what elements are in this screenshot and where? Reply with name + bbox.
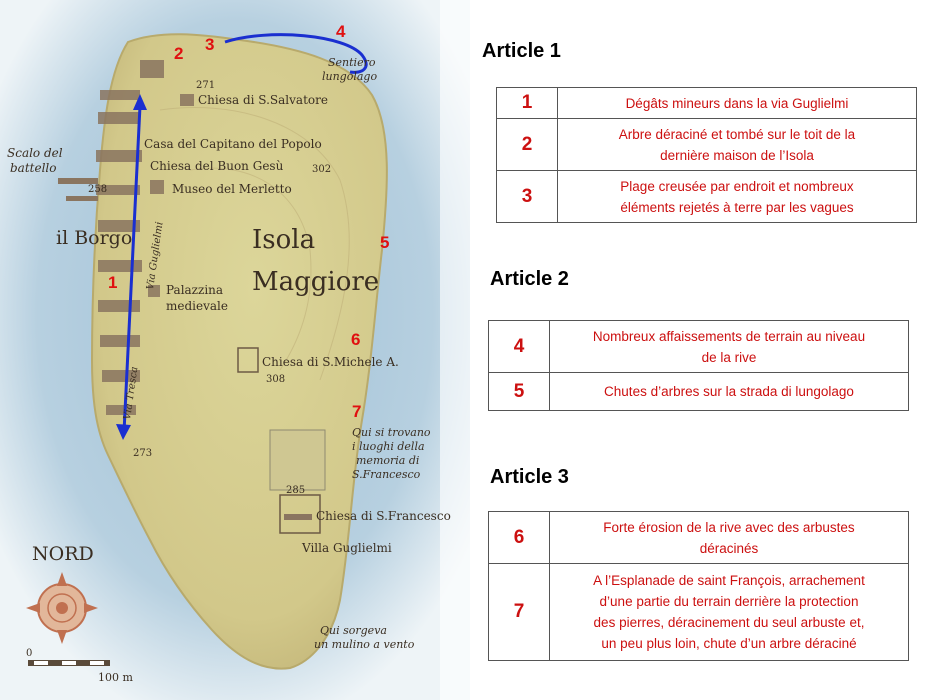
label-mulino-2: un mulino a vento <box>314 638 415 651</box>
map-marker-7: 7 <box>352 402 362 421</box>
row-text: Arbre déraciné et tombé sur le toit de la dernière maison de l’Isola <box>558 119 917 171</box>
row-text: Dégâts mineurs dans la via Guglielmi <box>558 88 917 119</box>
scale-100m: 100 m <box>98 671 133 684</box>
label-chiesa-michele: Chiesa di S.Michele A. <box>262 355 399 369</box>
scale-zero: 0 <box>26 648 33 659</box>
label-villa-guglielmi: Villa Guglielmi <box>302 541 392 555</box>
article-1-title: Article 1 <box>482 40 561 62</box>
elevation-label: 308 <box>266 374 286 385</box>
label-casa-capitano: Casa del Capitano del Popolo <box>144 137 322 151</box>
label-palazzina-1: Palazzina <box>166 283 224 297</box>
row-text: Forte érosion de la rive avec des arbustes déracinés <box>550 512 909 564</box>
map-marker-4: 4 <box>336 22 346 41</box>
table-row <box>489 321 909 373</box>
table-row <box>489 373 909 411</box>
label-il-borgo: il Borgo <box>56 227 133 249</box>
label-scalo-1: Scalo del <box>7 146 63 160</box>
label-palazzina-2: medievale <box>166 299 228 313</box>
row-number: 5 <box>489 373 550 411</box>
label-luoghi-4: S.Francesco <box>352 468 421 481</box>
label-chiesa-salvatore: Chiesa di S.Salvatore <box>198 93 328 107</box>
row-text: Chutes d’arbres sur la strada di lungolago <box>550 373 909 411</box>
map-marker-1: 1 <box>108 273 118 292</box>
article-2-table <box>488 320 909 411</box>
row-number: 6 <box>489 512 550 564</box>
label-via-guglielmi: Via Guglielmi <box>145 221 166 291</box>
label-museo: Museo del Merletto <box>172 182 292 196</box>
article-3-title: Article 3 <box>490 466 569 488</box>
row-number: 4 <box>489 321 550 373</box>
elevation-label: 285 <box>286 485 306 496</box>
article-2-title: Article 2 <box>490 268 569 290</box>
elevation-label: 273 <box>133 448 153 459</box>
map-marker-5: 5 <box>380 233 390 252</box>
table-row <box>497 171 917 223</box>
table-row <box>497 119 917 171</box>
label-chiesa-francesco: Chiesa di S.Francesco <box>316 509 451 523</box>
map-marker-2: 2 <box>174 44 184 63</box>
elevation-label: 258 <box>88 184 108 195</box>
article-1-table <box>496 87 917 223</box>
table-row <box>489 512 909 564</box>
label-luoghi-3: memoria di <box>356 454 420 467</box>
row-number: 2 <box>497 119 558 171</box>
article-3-table <box>488 511 909 661</box>
elevation-label: 302 <box>312 164 332 175</box>
row-text: Plage creusée par endroit et nombreux éléments rejetés à terre par les vagues <box>558 171 917 223</box>
label-via-tresca: Via Tresca <box>122 365 141 421</box>
label-mulino-1: Qui sorgeva <box>320 624 387 637</box>
table-row <box>489 564 909 661</box>
row-text: A l’Esplanade de saint François, arrachement d’une partie du terrain derrière la protection des pierres, déracinement du seul arbuste et, un peu plus loin, chute d’un arbre déraciné <box>550 564 909 661</box>
label-maggiore: Maggiore <box>252 267 380 297</box>
row-text: Nombreux affaissements de terrain au niveau de la rive <box>550 321 909 373</box>
row-number: 1 <box>497 88 558 119</box>
map-marker-6: 6 <box>351 330 361 349</box>
label-luoghi-1: Qui si trovano <box>352 426 431 439</box>
elevation-label: 271 <box>196 80 216 91</box>
row-number: 7 <box>489 564 550 661</box>
label-luoghi-2: i luoghi della <box>352 440 425 453</box>
label-sentiero-1: Sentiero <box>328 56 376 69</box>
label-chiesa-buon-gesu: Chiesa del Buon Gesù <box>150 159 284 173</box>
table-row <box>497 88 917 119</box>
map-marker-3: 3 <box>205 35 215 54</box>
north-label: NORD <box>32 543 94 565</box>
label-sentiero-2: lungolago <box>322 70 378 83</box>
row-number: 3 <box>497 171 558 223</box>
label-isola: Isola <box>252 225 316 255</box>
label-scalo-2: battello <box>10 161 57 175</box>
